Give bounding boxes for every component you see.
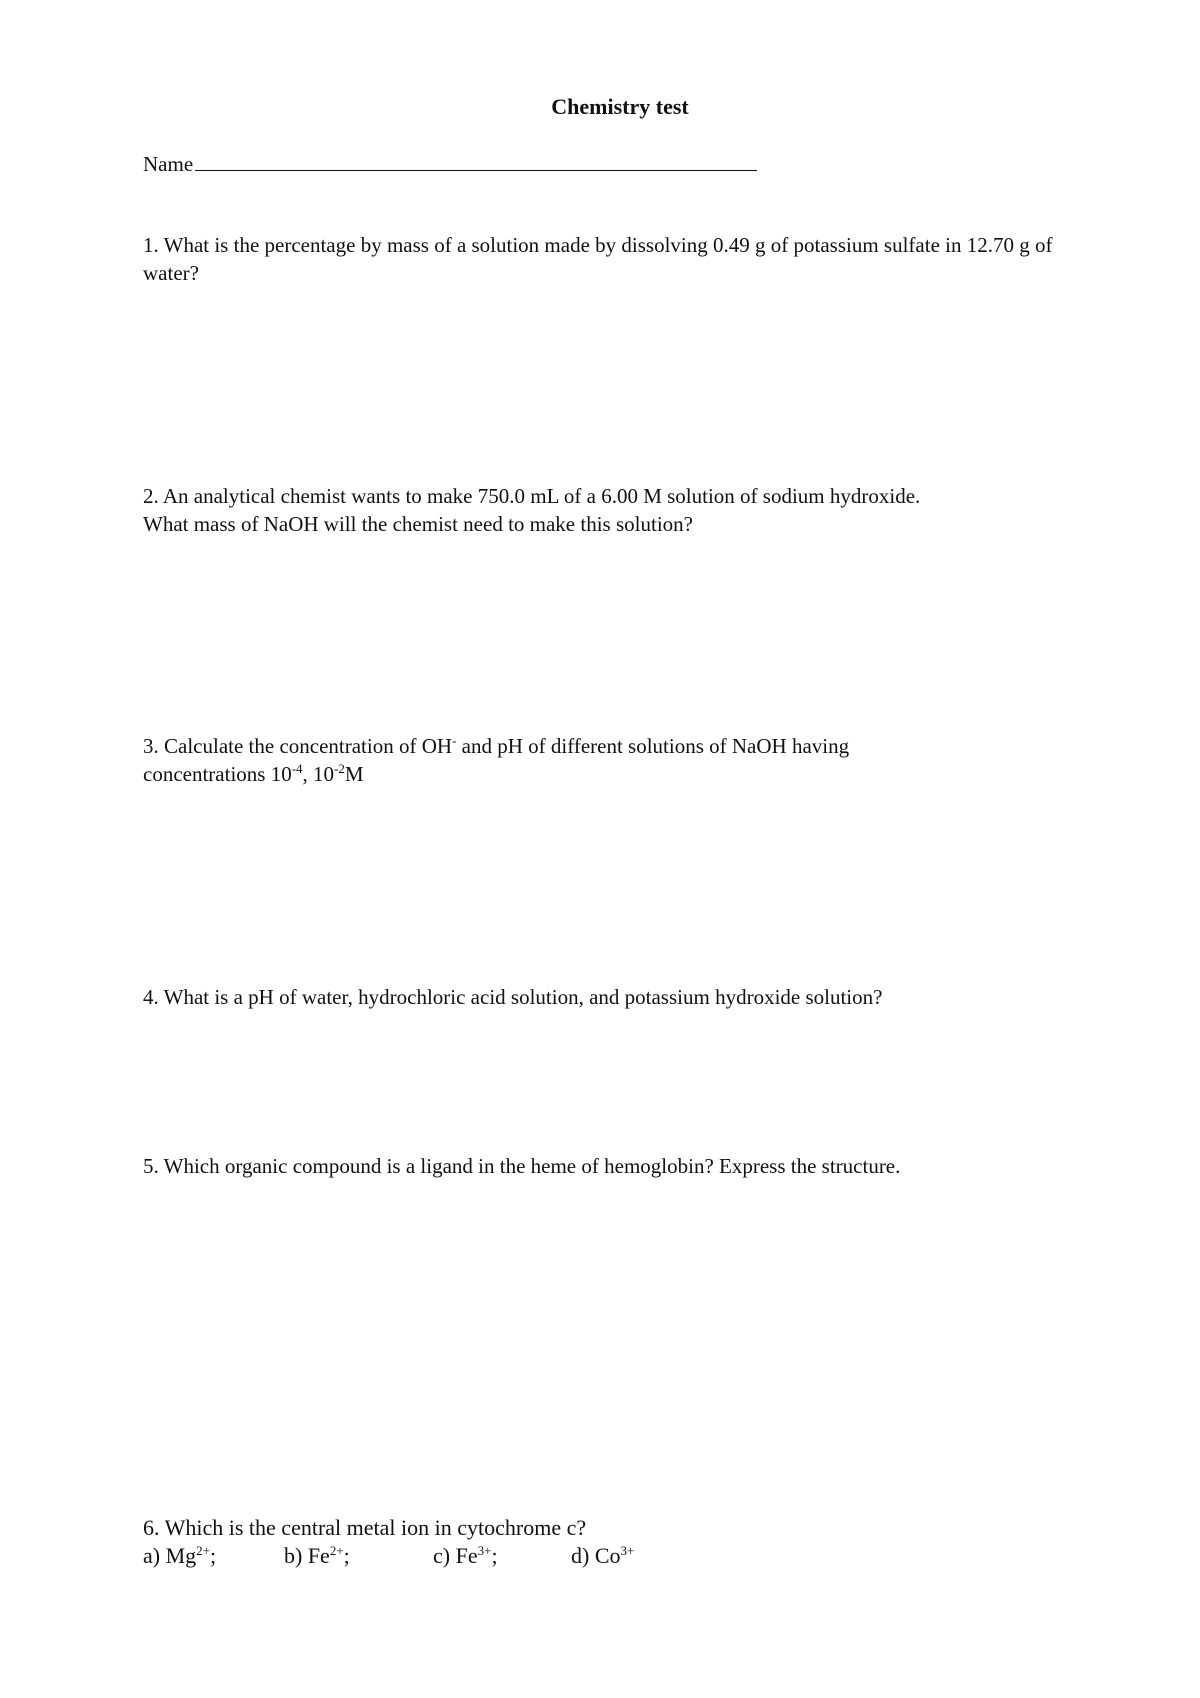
question-line-2 [143,760,1103,788]
question-text: , 10 [302,762,335,786]
question-text: Which organic compound is a ligand in the heme of hemoglobin? Express the structure. [163,1154,901,1178]
question-text: and pH of different solutions of NaOH having [456,734,850,758]
option-label: c) Fe [433,1543,478,1568]
question-text: What is the percentage by mass of a solution made by dissolving 0.49 g of potassium sulfate in 12.70 g of water? [143,233,1053,285]
answer-options [143,1542,1103,1570]
question-text: M [344,762,364,786]
option-suffix: ; [343,1543,350,1568]
name-underline [195,148,757,171]
question-line-1 [143,482,1103,510]
question-text: What is a pH of water, hydrochloric acid solution, and potassium hydroxide solution? [163,985,883,1009]
option-a [143,1542,284,1570]
page-title: Chemistry test [551,94,689,119]
question-line-1 [143,732,1103,760]
question-number: 6. [143,1515,160,1540]
superscript-charge: - [452,733,457,748]
question-3 [143,732,1103,788]
superscript-exponent: -2 [334,761,345,776]
question-6 [143,1514,1103,1570]
option-d [571,1542,671,1570]
question-number: 5. [143,1154,159,1178]
option-b [284,1542,433,1570]
name-field [143,148,757,178]
option-suffix: ; [210,1543,217,1568]
name-label: Name [143,152,194,176]
superscript-exponent: -4 [291,761,303,776]
question-5 [143,1152,1103,1180]
question-text: Calculate the concentration of OH [164,734,453,758]
question-2 [143,482,1103,538]
option-charge: 3+ [477,1543,492,1558]
question-number: 4. [143,985,159,1009]
option-charge: 2+ [329,1543,344,1558]
question-number: 1. [143,233,159,257]
question-text: concentrations 10 [143,762,292,786]
question-4 [143,983,1103,1011]
question-text: Which is the central metal ion in cytochrome c? [164,1515,587,1540]
option-label: b) Fe [284,1543,330,1568]
question-number: 3. [143,734,159,758]
question-text: An analytical chemist wants to make 750.0 mL of a 6.00 M solution of sodium hydroxide. [162,484,921,508]
question-number: 2. [143,484,159,508]
option-label: d) Co [571,1543,621,1568]
option-charge: 2+ [196,1543,210,1558]
question-line-2: What mass of NaOH will the chemist need to make this solution? [143,512,693,536]
option-label: a) Mg [143,1543,197,1568]
option-c [433,1542,571,1570]
question-1 [143,231,1103,287]
option-suffix: ; [491,1543,498,1568]
option-charge: 3+ [620,1543,635,1558]
question-line-1 [143,1514,1103,1542]
